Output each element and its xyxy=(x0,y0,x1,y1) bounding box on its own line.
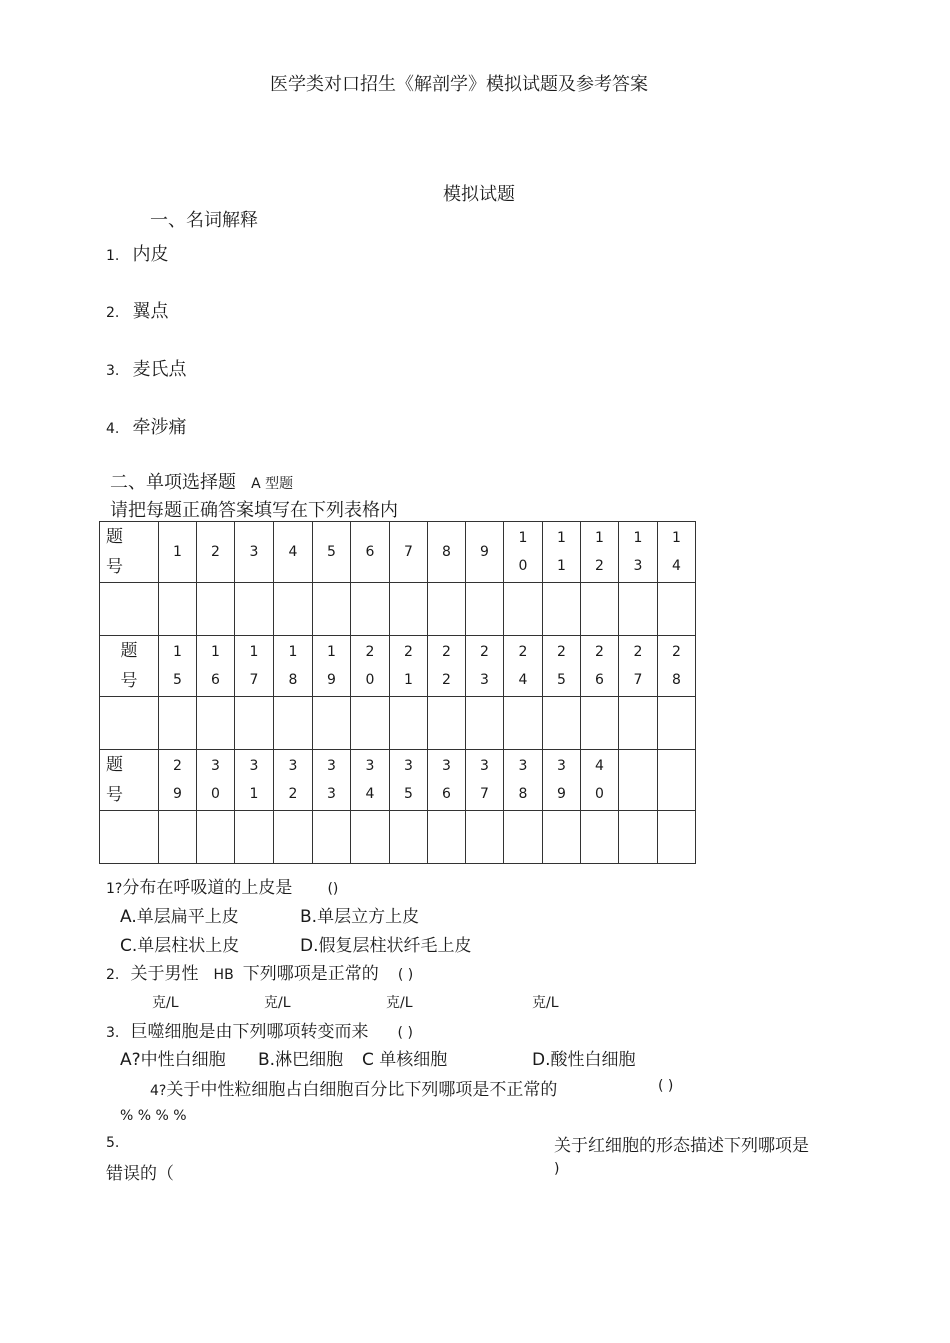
question-number-cell xyxy=(504,522,543,583)
answer-cell[interactable] xyxy=(235,811,274,864)
cell-digit: 2 xyxy=(633,644,643,660)
cell-digit: 3 xyxy=(249,544,259,560)
term-number: 4. xyxy=(106,421,120,437)
answer-row-label-cell xyxy=(100,583,159,636)
answer-row xyxy=(100,583,696,636)
answer-row xyxy=(100,697,696,750)
answer-cell[interactable] xyxy=(390,583,428,636)
question-text: 关于男性 xyxy=(130,964,199,984)
question-number-cell xyxy=(159,522,197,583)
question-number-cell xyxy=(313,636,351,697)
part2-heading-type: A 型题 xyxy=(251,476,294,492)
document-title: 医学类对口招生《解剖学》模拟试题及参考答案 xyxy=(270,74,648,95)
cell-digit: 3 xyxy=(327,758,336,774)
cell-digit: 2 xyxy=(480,644,489,660)
cell-digit: 2 xyxy=(365,644,375,660)
answer-blank: ( ) xyxy=(658,1078,674,1094)
part1-heading: 一、名词解释 xyxy=(150,210,258,231)
answer-cell[interactable] xyxy=(274,811,313,864)
answer-cell[interactable] xyxy=(504,697,543,750)
question-number-cell xyxy=(581,636,619,697)
cell-digit: 1 xyxy=(518,530,528,546)
option-d: D.假复层柱状纤毛上皮 xyxy=(300,936,472,956)
question-2 xyxy=(106,959,413,984)
cell-digit: 2 xyxy=(288,786,298,802)
question-number-cell xyxy=(658,636,696,697)
cell-digit: 3 xyxy=(365,758,375,774)
question-number: 1? xyxy=(106,881,123,897)
cell-digit: 7 xyxy=(249,672,259,688)
cell-digit: 0 xyxy=(365,672,375,688)
question-number-cell xyxy=(581,522,619,583)
cell-digit: 1 xyxy=(249,786,259,802)
answer-cell[interactable] xyxy=(390,697,428,750)
answer-cell[interactable] xyxy=(466,583,504,636)
cell-digit: 0 xyxy=(211,786,220,802)
cell-digit: 1 xyxy=(404,672,413,688)
cell-digit: 2 xyxy=(518,644,528,660)
term-number: 2. xyxy=(106,305,120,321)
question-number-cell xyxy=(197,522,235,583)
question-number-cell xyxy=(543,636,581,697)
answer-cell[interactable] xyxy=(428,697,466,750)
answer-cell[interactable] xyxy=(504,583,543,636)
answer-cell[interactable] xyxy=(351,583,390,636)
answer-cell[interactable] xyxy=(274,697,313,750)
question-number-cell xyxy=(658,750,696,811)
question-number-row xyxy=(100,750,696,811)
question-number-cell xyxy=(274,750,313,811)
question-number-cell xyxy=(197,750,235,811)
cell-digit: 8 xyxy=(518,786,528,802)
option-a: A.单层扁平上皮 xyxy=(120,907,239,927)
question-number-cell xyxy=(390,522,428,583)
cell-digit: 0 xyxy=(595,786,604,802)
cell-digit: 9 xyxy=(173,786,182,802)
cell-digit: 8 xyxy=(442,544,451,560)
question-number-cell xyxy=(313,522,351,583)
option-b: 克/L xyxy=(264,995,291,1011)
answer-cell[interactable] xyxy=(313,811,351,864)
cell-digit: 6 xyxy=(442,786,451,802)
answer-cell[interactable] xyxy=(466,811,504,864)
cell-digit: 1 xyxy=(327,644,336,660)
cell-digit: 7 xyxy=(480,786,489,802)
option-d: D.酸性白细胞 xyxy=(532,1050,636,1070)
answer-blank: ( ) xyxy=(397,967,414,983)
question-number-cell xyxy=(466,750,504,811)
question-number: 5. xyxy=(106,1135,120,1151)
part2-heading xyxy=(110,468,293,494)
question-number-cell xyxy=(235,750,274,811)
answer-cell[interactable] xyxy=(235,697,274,750)
question-number-cell xyxy=(197,636,235,697)
question-text: 分布在呼吸道的上皮是 xyxy=(122,878,293,898)
question-number-row xyxy=(100,522,696,583)
cell-digit: 1 xyxy=(173,544,182,560)
answer-cell[interactable] xyxy=(543,697,581,750)
question-number-cell xyxy=(274,522,313,583)
cell-digit: 3 xyxy=(288,758,298,774)
cell-digit: 3 xyxy=(442,758,451,774)
cell-digit: 2 xyxy=(557,644,566,660)
answer-cell[interactable] xyxy=(581,697,619,750)
answer-cell[interactable] xyxy=(543,811,581,864)
option-b: B.单层立方上皮 xyxy=(300,907,420,927)
term-number: 1. xyxy=(106,248,120,264)
option-c: C.单层柱状上皮 xyxy=(120,936,240,956)
question-number-cell xyxy=(619,522,658,583)
answer-blank: ( ) xyxy=(397,1025,413,1041)
header-label-bottom: 号 xyxy=(106,557,123,577)
cell-digit: 4 xyxy=(672,558,681,574)
part2-heading-text: 二、单项选择题 xyxy=(110,472,236,493)
question-number-cell xyxy=(390,636,428,697)
answer-cell[interactable] xyxy=(619,583,658,636)
question-number-cell xyxy=(466,522,504,583)
question-number-cell xyxy=(619,750,658,811)
question-number-row xyxy=(100,636,696,697)
question-number-cell xyxy=(351,636,390,697)
term-item xyxy=(106,297,168,323)
cell-digit: 4 xyxy=(518,672,528,688)
cell-digit: 6 xyxy=(595,672,604,688)
question-number-cell xyxy=(274,636,313,697)
question-number-cell xyxy=(543,750,581,811)
question-number-cell xyxy=(390,750,428,811)
answer-cell[interactable] xyxy=(581,583,619,636)
cell-digit: 5 xyxy=(173,672,182,688)
question-number-cell xyxy=(235,522,274,583)
header-label-top: 题 xyxy=(120,641,138,661)
term-number: 3. xyxy=(106,363,120,379)
cell-digit: 7 xyxy=(633,672,643,688)
answer-cell[interactable] xyxy=(619,811,658,864)
cell-digit: 4 xyxy=(288,544,298,560)
question-text: 关于中性粒细胞占白细胞百分比下列哪项是不正常的 xyxy=(166,1080,558,1100)
cell-digit: 6 xyxy=(211,672,220,688)
answer-cell[interactable] xyxy=(351,697,390,750)
answer-cell[interactable] xyxy=(428,583,466,636)
cell-digit: 3 xyxy=(327,786,336,802)
cell-digit: 3 xyxy=(633,558,643,574)
answer-blank: () xyxy=(327,881,339,897)
answer-cell[interactable] xyxy=(197,811,235,864)
cell-digit: 5 xyxy=(404,786,413,802)
answer-cell[interactable] xyxy=(197,697,235,750)
answer-cell[interactable] xyxy=(351,811,390,864)
cell-digit: 9 xyxy=(327,672,336,688)
term-item xyxy=(106,355,186,381)
cell-digit: 3 xyxy=(518,758,528,774)
answer-row-label-cell xyxy=(100,811,159,864)
question-number: 4? xyxy=(150,1083,167,1099)
answer-cell[interactable] xyxy=(504,811,543,864)
option-a: 克/L xyxy=(152,995,179,1011)
answer-blank-close: ) xyxy=(554,1161,560,1177)
question-number-cell xyxy=(619,636,658,697)
cell-digit: 1 xyxy=(672,530,681,546)
cell-digit: 6 xyxy=(365,544,375,560)
cell-digit: 2 xyxy=(595,644,604,660)
question-1 xyxy=(106,873,338,898)
question-number-cell xyxy=(504,750,543,811)
section-title: 模拟试题 xyxy=(443,184,515,205)
cell-digit: 4 xyxy=(365,786,375,802)
term-text: 内皮 xyxy=(132,244,169,265)
term-text: 翼点 xyxy=(132,301,169,322)
cell-digit: 0 xyxy=(518,558,528,574)
answer-cell[interactable] xyxy=(159,811,197,864)
answer-cell[interactable] xyxy=(159,697,197,750)
cell-digit: 3 xyxy=(404,758,413,774)
question-number-cell xyxy=(351,750,390,811)
cell-digit: 2 xyxy=(404,644,413,660)
cell-digit: 7 xyxy=(404,544,413,560)
answer-cell[interactable] xyxy=(390,811,428,864)
answer-row xyxy=(100,811,696,864)
cell-digit: 1 xyxy=(288,644,298,660)
question-3 xyxy=(106,1017,413,1042)
hb-label: HB xyxy=(213,967,234,983)
answer-cell[interactable] xyxy=(428,811,466,864)
question-number-cell xyxy=(235,636,274,697)
cell-digit: 1 xyxy=(173,644,182,660)
question-number: 2. xyxy=(106,967,120,983)
question-number-cell xyxy=(313,750,351,811)
table-header-label xyxy=(100,750,159,811)
question-number-cell xyxy=(159,750,197,811)
answer-table xyxy=(99,521,696,864)
question-text-2: 下列哪项是正常的 xyxy=(242,964,379,984)
answer-cell[interactable] xyxy=(197,583,235,636)
cell-digit: 8 xyxy=(288,672,298,688)
answer-cell[interactable] xyxy=(619,697,658,750)
question-number-cell xyxy=(428,750,466,811)
answer-cell[interactable] xyxy=(159,583,197,636)
header-label-top: 题 xyxy=(106,755,123,775)
header-label-bottom: 号 xyxy=(120,671,138,691)
option-d: 克/L xyxy=(532,995,559,1011)
question-4 xyxy=(150,1075,557,1100)
answer-cell[interactable] xyxy=(543,583,581,636)
table-header-label xyxy=(100,636,159,697)
term-text: 麦氏点 xyxy=(132,359,187,380)
term-text: 牵涉痛 xyxy=(132,417,187,438)
question-number-cell xyxy=(351,522,390,583)
question-number-cell xyxy=(428,522,466,583)
answer-row-label-cell xyxy=(100,697,159,750)
answer-cell[interactable] xyxy=(313,583,351,636)
question-number: 3. xyxy=(106,1025,120,1041)
question-number-cell xyxy=(466,636,504,697)
cell-digit: 1 xyxy=(249,644,259,660)
question-number-cell xyxy=(581,750,619,811)
table-instruction: 请把每题正确答案填写在下列表格内 xyxy=(110,500,398,521)
cell-digit: 3 xyxy=(480,758,489,774)
answer-cell[interactable] xyxy=(658,697,696,750)
answer-cell[interactable] xyxy=(658,583,696,636)
question-text: 巨噬细胞是由下列哪项转变而来 xyxy=(130,1022,369,1042)
cell-digit: 4 xyxy=(595,758,604,774)
cell-digit: 1 xyxy=(557,558,566,574)
cell-digit: 3 xyxy=(211,758,220,774)
cell-digit: 2 xyxy=(595,558,604,574)
cell-digit: 9 xyxy=(557,786,566,802)
answer-cell[interactable] xyxy=(658,811,696,864)
cell-digit: 2 xyxy=(672,644,681,660)
question-number-cell xyxy=(658,522,696,583)
cell-digit: 2 xyxy=(211,544,220,560)
header-label-bottom: 号 xyxy=(106,785,123,805)
cell-digit: 1 xyxy=(557,530,566,546)
cell-digit: 2 xyxy=(173,758,182,774)
cell-digit: 9 xyxy=(480,544,489,560)
question-text-2: 错误的（ xyxy=(106,1164,174,1184)
answer-cell[interactable] xyxy=(581,811,619,864)
term-item xyxy=(106,240,168,266)
cell-digit: 2 xyxy=(442,672,451,688)
option-percent-list: % % % % xyxy=(120,1108,187,1124)
answer-cell[interactable] xyxy=(466,697,504,750)
cell-digit: 8 xyxy=(672,672,681,688)
question-number-cell xyxy=(428,636,466,697)
question-number-cell xyxy=(159,636,197,697)
option-c: 克/L xyxy=(386,995,413,1011)
answer-cell[interactable] xyxy=(274,583,313,636)
cell-digit: 1 xyxy=(633,530,643,546)
cell-digit: 1 xyxy=(211,644,220,660)
header-label-top: 题 xyxy=(106,527,123,547)
cell-digit: 5 xyxy=(557,672,566,688)
answer-cell[interactable] xyxy=(313,697,351,750)
cell-digit: 3 xyxy=(249,758,259,774)
cell-digit: 1 xyxy=(595,530,604,546)
question-number-cell xyxy=(504,636,543,697)
term-item xyxy=(106,413,186,439)
cell-digit: 3 xyxy=(480,672,489,688)
question-text: 关于红细胞的形态描述下列哪项是 xyxy=(554,1136,809,1156)
answer-cell[interactable] xyxy=(235,583,274,636)
option-a: A?中性白细胞 xyxy=(120,1050,226,1070)
cell-digit: 3 xyxy=(557,758,566,774)
option-c: C 单核细胞 xyxy=(362,1050,448,1070)
table-header-label xyxy=(100,522,159,583)
question-number-cell xyxy=(543,522,581,583)
cell-digit: 2 xyxy=(442,644,451,660)
option-b: B.淋巴细胞 xyxy=(258,1050,344,1070)
cell-digit: 5 xyxy=(327,544,336,560)
